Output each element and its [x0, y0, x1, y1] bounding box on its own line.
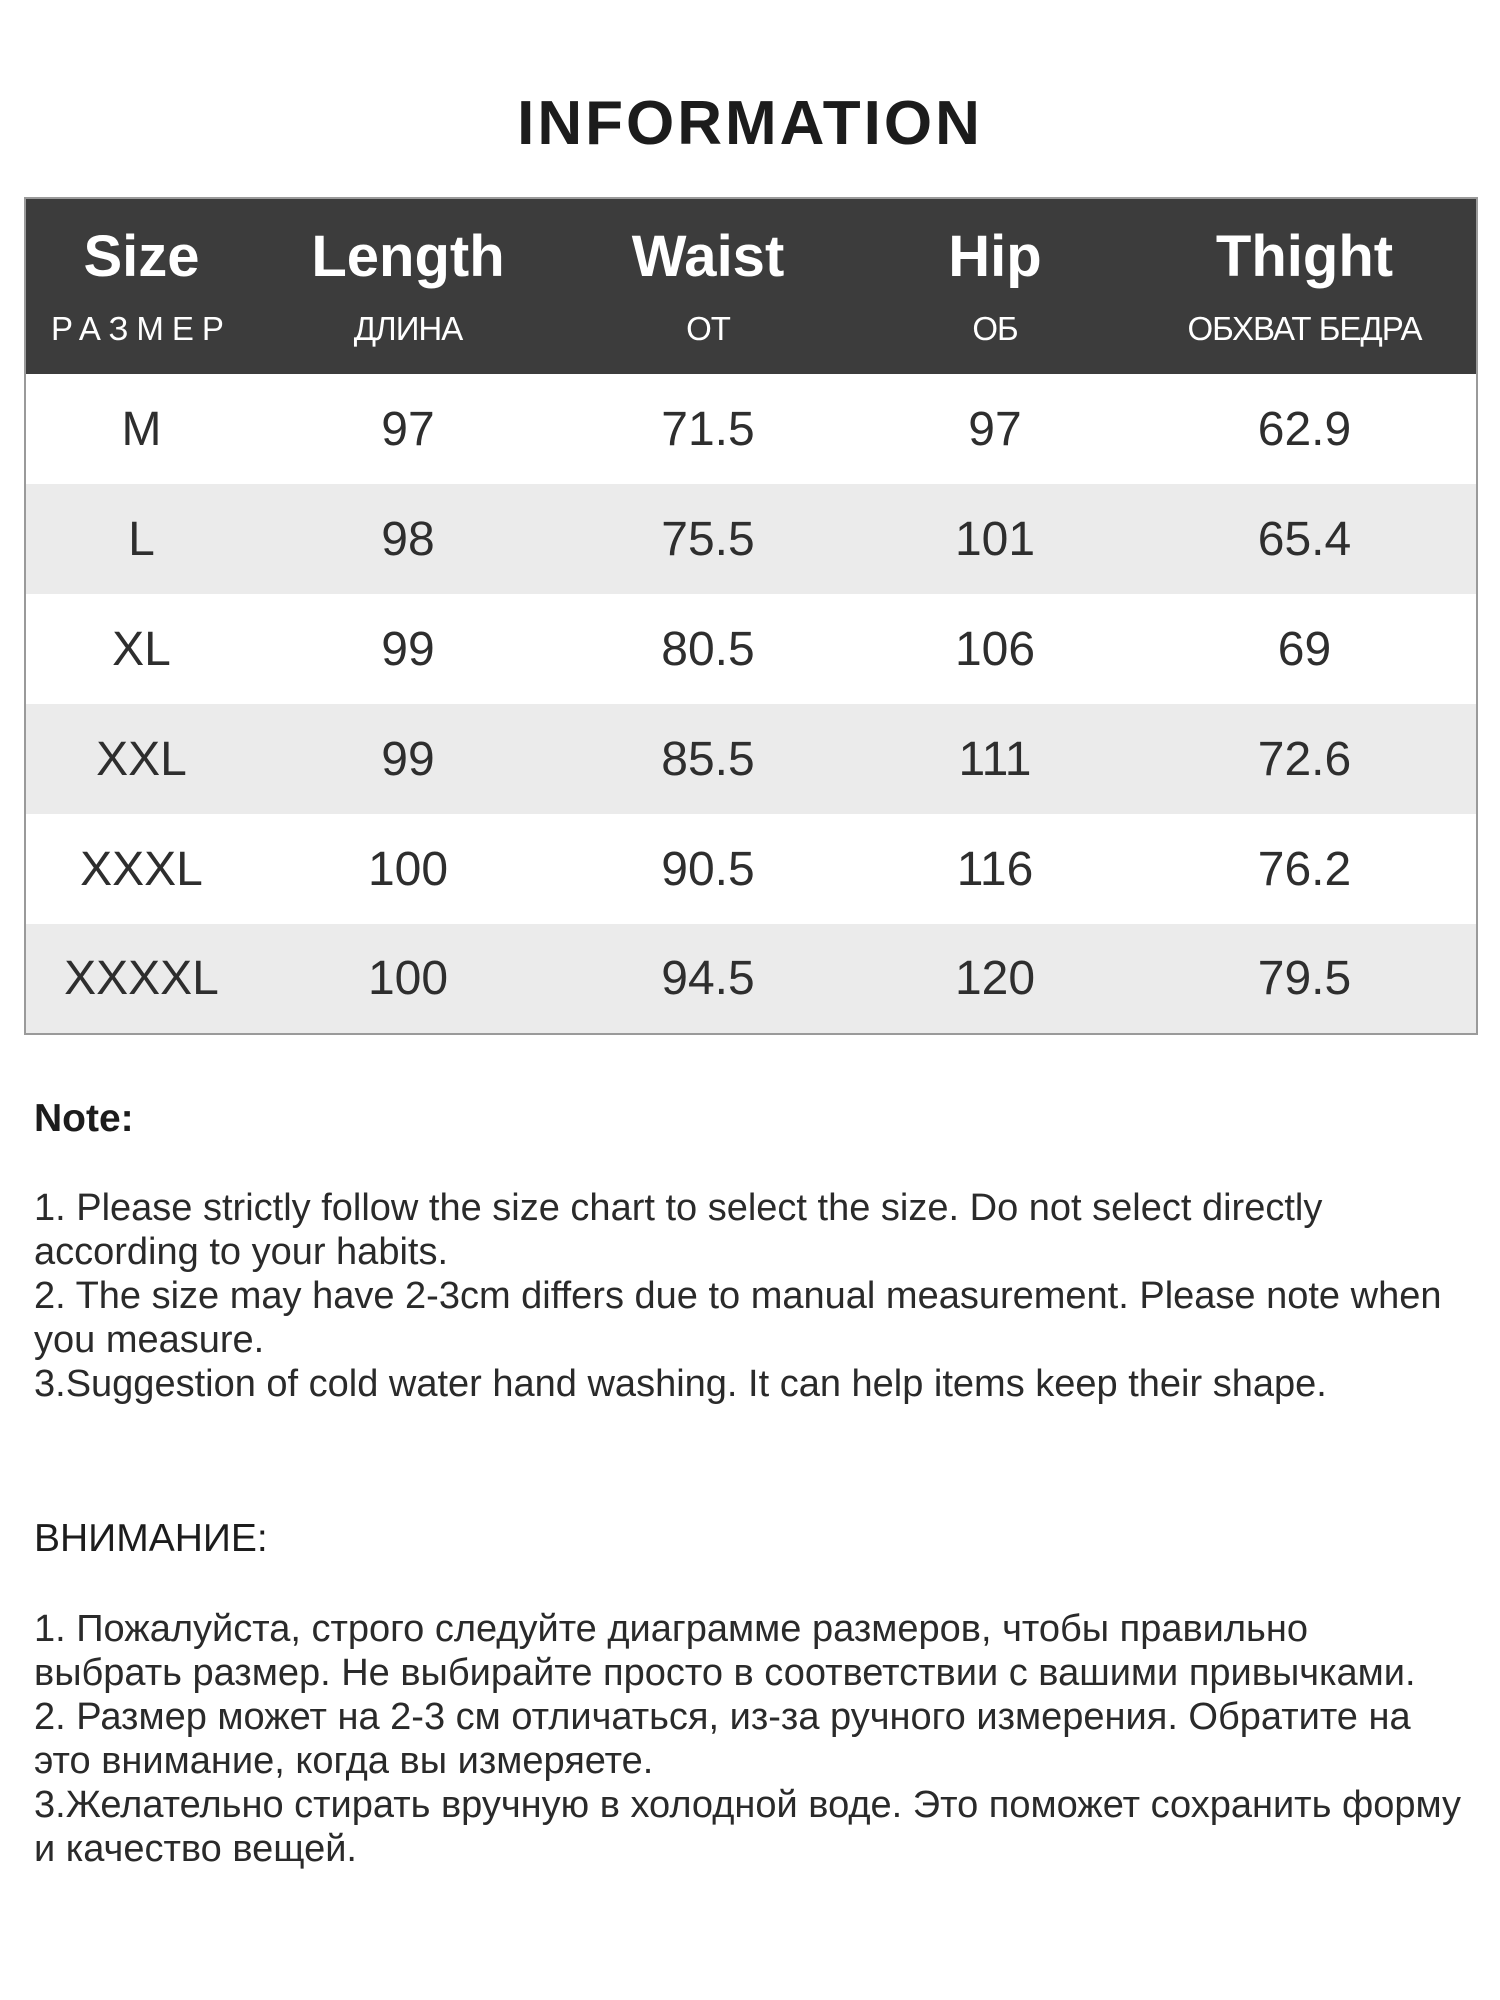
thigh-cell: 65.4: [1257, 512, 1352, 566]
note-item: 3.Желательно стирать вручную в холодной воде. Это поможет сохранить форму и качество вещей.: [34, 1784, 1462, 1870]
table-row: [25, 704, 1477, 814]
table-row: [25, 924, 1477, 1034]
length-cell: 99: [381, 622, 435, 676]
note-list-ru: [34, 1607, 1464, 1871]
header-waist-ru: ОТ: [686, 310, 730, 347]
header-length-ru: ДЛИНА: [353, 310, 463, 347]
header-size-ru: РАЗМЕР: [51, 310, 232, 347]
thigh-cell: 72.6: [1257, 732, 1352, 786]
length-cell: 97: [381, 402, 435, 456]
size-cell: XL: [112, 622, 171, 676]
note-heading-ru: ВНИМАНИЕ:: [34, 1517, 268, 1560]
header-thigh-en: Thight: [1215, 224, 1394, 289]
table-row: [25, 814, 1477, 924]
table-header-row: [25, 198, 1477, 374]
header-waist-en: Waist: [631, 224, 785, 289]
hip-cell: 106: [954, 622, 1036, 676]
size-cell: L: [128, 512, 155, 566]
thigh-cell: 62.9: [1257, 402, 1352, 456]
note-list-en: [34, 1186, 1464, 1406]
header-length-en: Length: [311, 224, 505, 289]
waist-cell: 94.5: [661, 952, 755, 1005]
waist-cell: 80.5: [661, 622, 755, 676]
table-row: [25, 594, 1477, 704]
note-item: 2. Размер может на 2-3 см отличаться, из-за ручного измерения. Обратите на это внимание, когда вы измеряете.: [34, 1696, 1411, 1782]
hip-cell: 116: [956, 842, 1034, 896]
length-cell: 100: [367, 842, 449, 896]
header-hip-ru: ОБ: [972, 310, 1018, 347]
waist-cell: 71.5: [661, 402, 755, 456]
waist-cell: 75.5: [661, 512, 755, 566]
hip-cell: 111: [958, 732, 1032, 786]
header-size: [25, 198, 257, 374]
hip-cell: 120: [954, 952, 1036, 1005]
header-waist: [559, 198, 857, 374]
header-hip: [857, 198, 1133, 374]
note-item: 2. The size may have 2-3cm differs due to manual measurement. Please note when you measure.: [34, 1275, 1442, 1361]
thigh-cell: 79.5: [1257, 952, 1352, 1005]
length-cell: 99: [381, 732, 435, 786]
size-cell: XXL: [96, 732, 187, 786]
header-thigh-ru: ОБХВАТ БЕДРА: [1187, 310, 1422, 347]
header-hip-en: Hip: [948, 224, 1042, 289]
header-length: [257, 198, 559, 374]
header-size-en: Size: [83, 224, 200, 289]
thigh-cell: 69: [1277, 622, 1332, 676]
waist-cell: 85.5: [661, 732, 755, 786]
page-title: INFORMATION: [517, 89, 983, 158]
header-thigh: [1133, 198, 1477, 374]
size-cell: XXXXL: [64, 952, 219, 1005]
size-chart-table: [24, 197, 1478, 1035]
table-row: [25, 374, 1477, 484]
note-item: 1. Пожалуйста, строго следуйте диаграмме размеров, чтобы правильно выбрать размер. Не выбирайте просто в соответствии с вашими привычками.: [34, 1608, 1416, 1694]
thigh-cell: 76.2: [1257, 842, 1352, 896]
note-item: 1. Please strictly follow the size chart to select the size. Do not select directly according to your habits.: [34, 1187, 1323, 1273]
size-cell: M: [121, 402, 162, 456]
size-cell: XXXL: [80, 842, 203, 896]
note-heading-en: Note:: [34, 1097, 134, 1140]
length-cell: 98: [381, 512, 435, 566]
note-item: 3.Suggestion of cold water hand washing. It can help items keep their shape.: [34, 1363, 1327, 1405]
length-cell: 100: [367, 952, 449, 1005]
hip-cell: 97: [968, 402, 1022, 456]
waist-cell: 90.5: [661, 842, 755, 896]
table-row: [25, 484, 1477, 594]
hip-cell: 101: [954, 512, 1036, 566]
